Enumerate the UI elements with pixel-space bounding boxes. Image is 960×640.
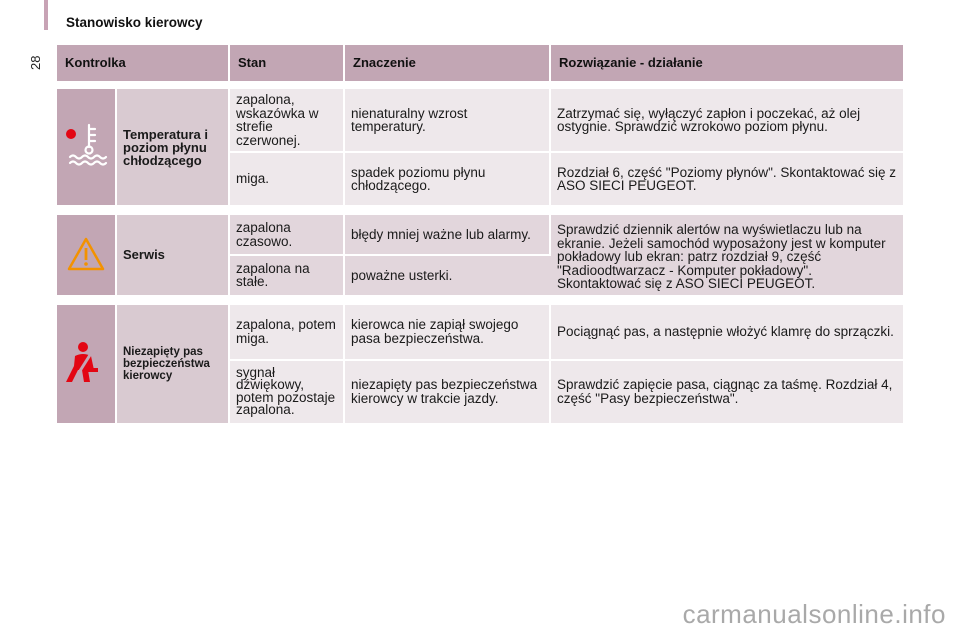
indicator-icon-cell — [57, 305, 117, 425]
action-cell: Pociągnąć pas, a następnie włożyć klamrę do sprzączki. — [551, 305, 903, 361]
watermark-text: carmanualsonline.info — [682, 599, 946, 629]
warning-lights-table — [57, 45, 903, 425]
header-znaczenie: Znaczenie — [345, 45, 551, 81]
meaning-cell: błędy mniej ważne lub alarmy. — [345, 215, 551, 256]
meaning-cell: nienaturalny wzrost temperatury. — [345, 89, 551, 153]
header-rozwiazanie: Rozwiązanie - działanie — [551, 45, 903, 81]
meaning-cell: niezapięty pas bezpieczeństwa kierowcy w trakcie jazdy. — [345, 361, 551, 425]
state-cell: zapalona, wskazówka w strefie czerwonej. — [230, 89, 345, 153]
indicator-name: Serwis — [117, 215, 230, 297]
action-cell: Zatrzymać się, wyłączyć zapłon i poczekać, aż olej ostygnie. Sprawdzić wzrokowo poziom płynu. — [551, 89, 903, 153]
state-cell: sygnał dźwiękowy, potem pozostaje zapalona. — [230, 361, 345, 425]
meaning-cell: kierowca nie zapiął swojego pasa bezpieczeństwa. — [345, 305, 551, 361]
seatbelt-icon — [66, 340, 106, 387]
action-cell: Rozdział 6, część "Poziomy płynów". Skontaktować się z ASO SIECI PEUGEOT. — [551, 153, 903, 207]
coolant-temperature-icon — [63, 121, 113, 174]
warning-triangle-icon — [66, 236, 106, 275]
header-stan: Stan — [230, 45, 345, 81]
table-header-row — [57, 45, 903, 81]
page-number: 28 — [28, 55, 43, 70]
section-title: Stanowisko kierowcy — [66, 15, 203, 30]
state-cell: zapalona, potem miga. — [230, 305, 345, 361]
table-row — [57, 305, 903, 361]
action-cell: Sprawdzić zapięcie pasa, ciągnąc za taśmę. Rozdział 4, część "Pasy bezpieczeństwa". — [551, 361, 903, 425]
side-accent-line — [44, 0, 48, 30]
indicator-icon-cell — [57, 89, 117, 207]
state-cell: zapalona na stałe. — [230, 256, 345, 296]
state-cell: miga. — [230, 153, 345, 207]
meaning-cell: spadek poziomu płynu chłodzącego. — [345, 153, 551, 207]
meaning-cell: poważne usterki. — [345, 256, 551, 296]
indicator-name: Niezapięty pas bezpieczeństwa kierowcy — [117, 305, 230, 425]
action-cell: Sprawdzić dziennik alertów na wyświetlaczu lub na ekranie. Jeżeli samochód wyposażony jest w komputer pokładowy lub ekran: patrz rozdział 9, część "Radioodtwarzacz - Komputer pokładowy". Skontaktować się z ASO SIECI PEUGEOT. — [551, 215, 903, 297]
header-kontrolka: Kontrolka — [57, 45, 230, 81]
table-row — [57, 215, 903, 256]
indicator-icon-cell — [57, 215, 117, 297]
table-row — [57, 89, 903, 153]
state-cell: zapalona czasowo. — [230, 215, 345, 256]
indicator-name: Temperatura i poziom płynu chłodzącego — [117, 89, 230, 207]
